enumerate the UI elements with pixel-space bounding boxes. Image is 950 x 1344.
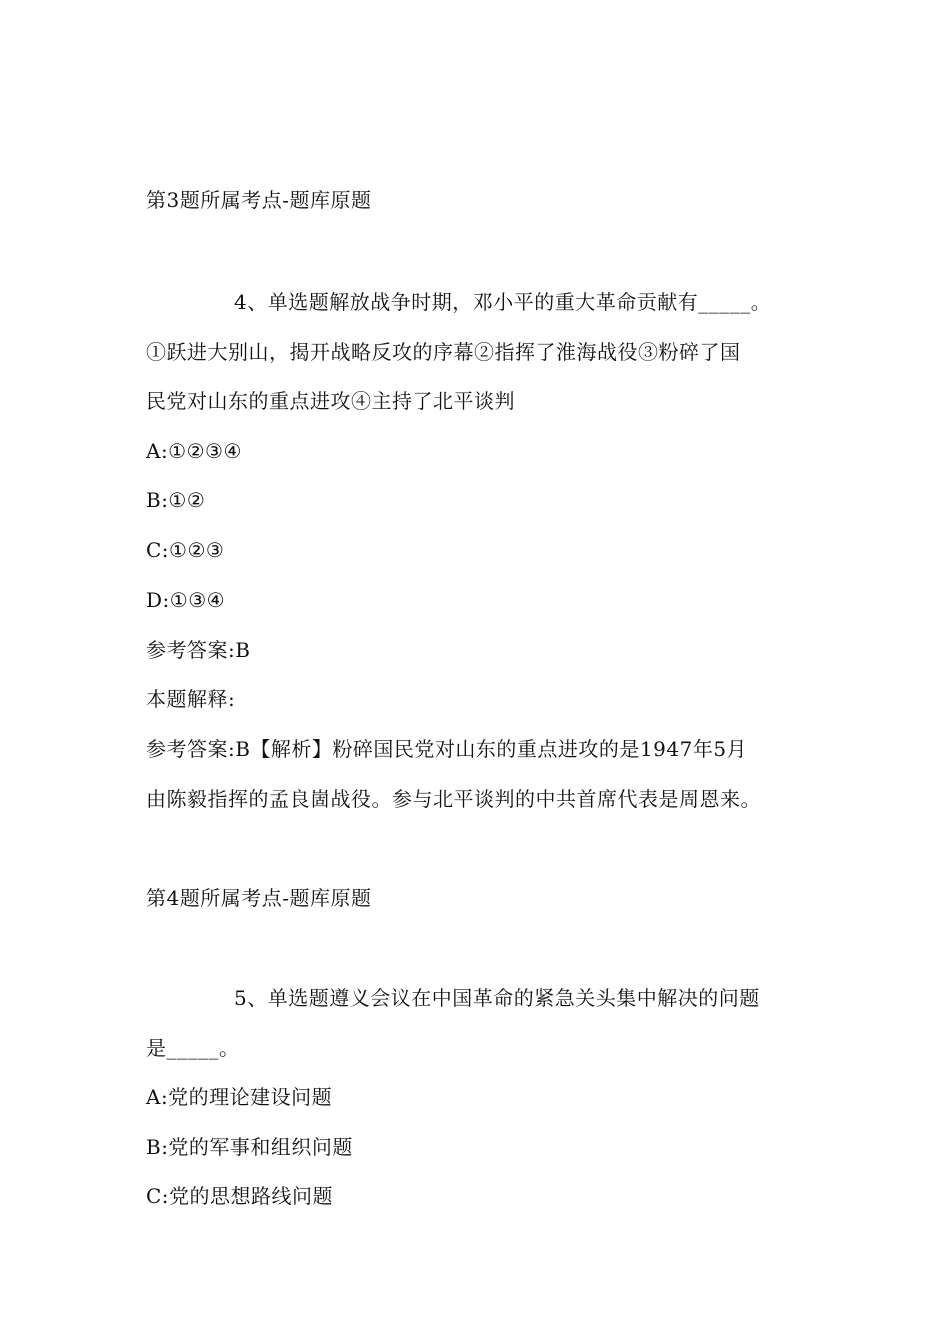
section-q3-topic: 第3题所属考点-题库原题 (146, 188, 372, 212)
question-4-option-b: B:①② (146, 488, 206, 512)
question-4-stem-line-2: ①跃进大别山，揭开战略反攻的序幕②指挥了淮海战役③粉碎了国 (146, 340, 741, 364)
question-4-explain-line-2: 由陈毅指挥的孟良崮战役。参与北平谈判的中共首席代表是周恩来。 (146, 787, 761, 811)
question-5-option-b: B:党的军事和组织问题 (146, 1135, 353, 1159)
question-4-stem-line-1: 4、单选题解放战争时期，邓小平的重大革命贡献有_____。 (234, 290, 772, 314)
question-4-explain-label: 本题解释: (146, 687, 236, 711)
question-5-stem-line-2: 是_____。 (146, 1036, 240, 1060)
question-5-option-c: C:党的思想路线问题 (146, 1184, 334, 1208)
question-4-explain-line-1: 参考答案:B【解析】粉碎国民党对山东的重点进攻的是1947年5月 (146, 737, 748, 761)
question-4-option-a: A:①②③④ (146, 439, 242, 463)
question-4-answer: 参考答案:B (146, 638, 251, 662)
question-5-stem-line-1: 5、单选题遵义会议在中国革命的紧急关头集中解决的问题 (234, 986, 760, 1010)
question-4-option-d: D:①③④ (146, 588, 226, 612)
question-4-stem-line-3: 民党对山东的重点进攻④主持了北平谈判 (146, 389, 515, 413)
question-4-option-c: C:①②③ (146, 538, 225, 562)
section-q4-topic: 第4题所属考点-题库原题 (146, 886, 372, 910)
question-5-option-a: A:党的理论建设问题 (146, 1085, 333, 1109)
